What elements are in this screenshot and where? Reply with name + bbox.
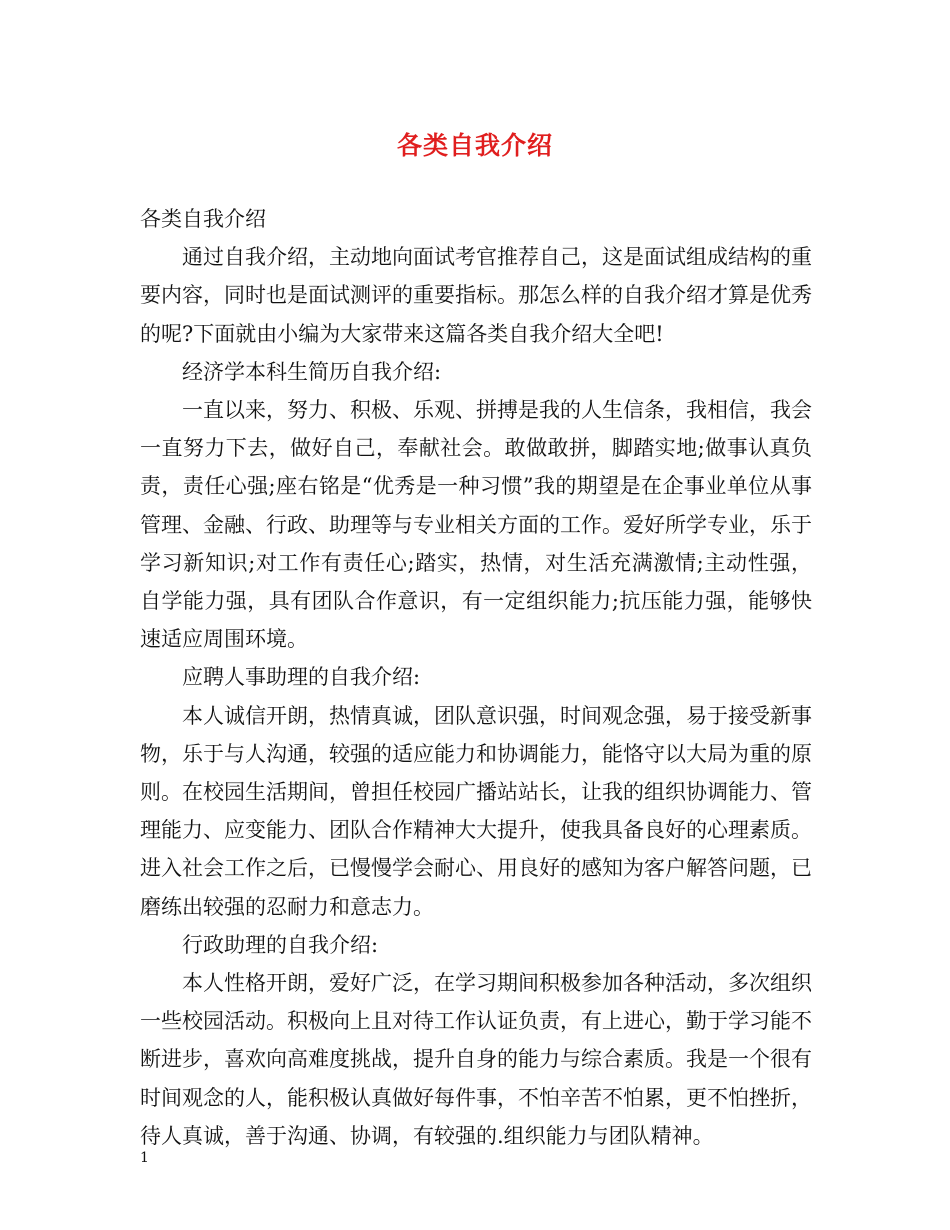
page-number: 1 xyxy=(140,1150,149,1166)
section-heading-hr-assistant: 应聘人事助理的自我介绍: xyxy=(182,665,421,690)
paragraph-intro: 通过自我介绍，主动地向面试考官推荐自己，这是面试组成结构的重要内容，同时也是面试测评的重要指标。那怎么样的自我介绍才算是优秀的呢?下面就由小编为大家带来这篇各类自我介绍大全吧! xyxy=(140,245,812,346)
paragraph-heading: 各类自我介绍 xyxy=(140,207,266,231)
paragraph-economics: 一直以来，努力、积极、乐观、拼搏是我的人生信条，我相信，我会一直努力下去，做好自己，奉献社会。敢做敢拼，脚踏实地;做事认真负责，责任心强;座右铭是“优秀是一种习惯”我的期望是在企事业单位从事管理、金融、行政、助理等与专业相关方面的工作。爱好所学专业，乐于学习新知识;对工作有责任心;踏实，热情，对生活充满激情;主动性强，自学能力强，具有团队合作意识，有一定组织能力;抗压能力强，能够快速适应周围环境。 xyxy=(140,398,812,652)
document-title: 各类自我介绍 xyxy=(396,131,553,160)
paragraph-admin-assistant: 本人性格开朗，爱好广泛，在学习期间积极参加各种活动，多次组织一些校园活动。积极向上且对待工作认证负责，有上进心，勤于学习能不断进步，喜欢向高难度挑战，提升自身的能力与综合素质。我是一个很有时间观念的人，能积极认真做好每件事，不怕辛苦不怕累，更不怕挫折，待人真诚，善于沟通、协调，有较强的.组织能力与团队精神。 xyxy=(140,971,812,1148)
section-heading-admin-assistant: 行政助理的自我介绍: xyxy=(182,932,379,957)
section-heading-economics: 经济学本科生简历自我介绍: xyxy=(182,359,442,384)
document-body xyxy=(140,200,812,1155)
paragraph-hr-assistant: 本人诚信开朗，热情真诚，团队意识强，时间观念强，易于接受新事物，乐于与人沟通，较强的适应能力和协调能力，能恪守以大局为重的原则。在校园生活期间，曾担任校园广播站站长，让我的组织协调能力、管理能力、应变能力、团队合作精神大大提升，使我具备良好的心理素质。进入社会工作之后，已慢慢学会耐心、用良好的感知为客户解答问题，已磨练出较强的忍耐力和意志力。 xyxy=(140,703,812,919)
